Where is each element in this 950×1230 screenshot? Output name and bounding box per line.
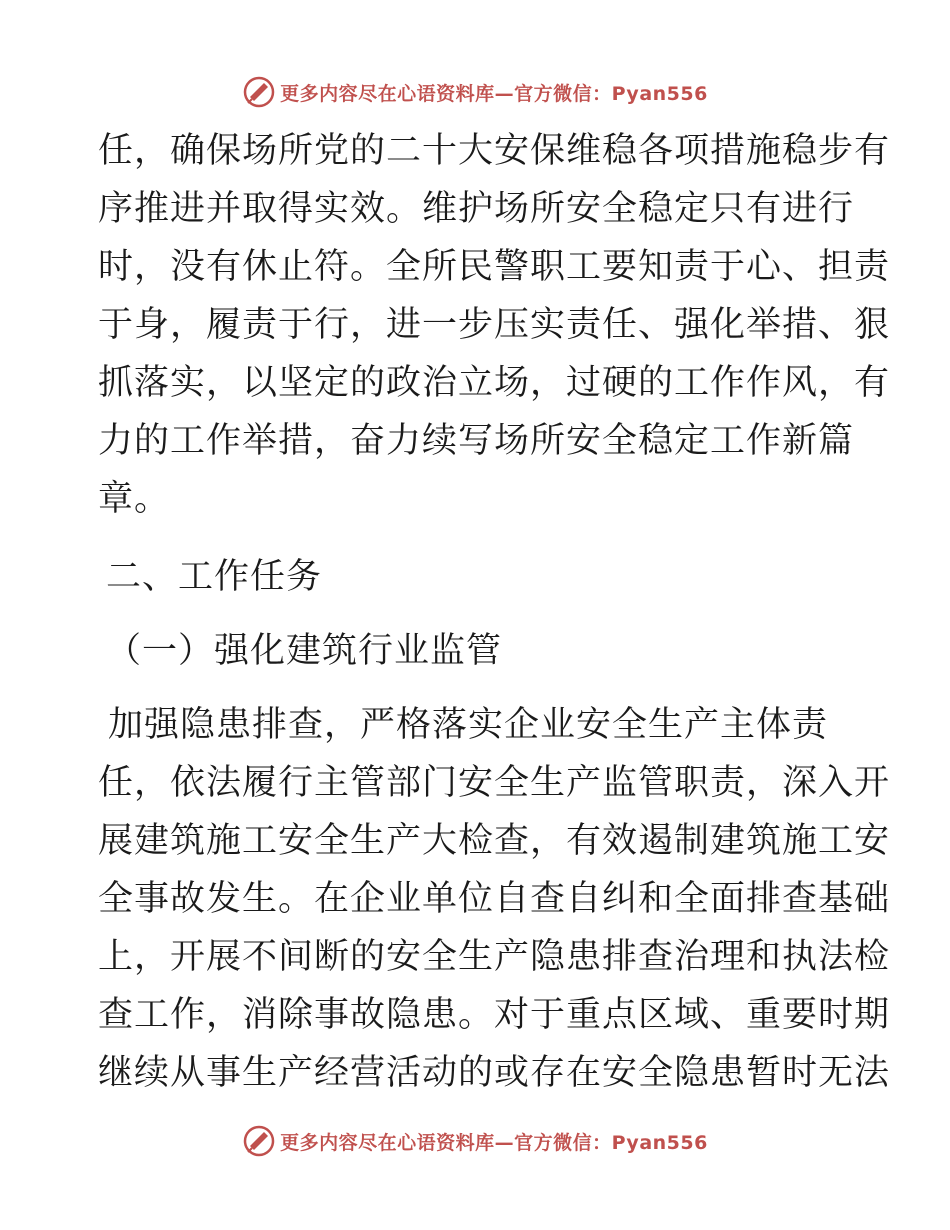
text-line: 序推进并取得实效。维护场所安全稳定只有进行 xyxy=(98,189,855,229)
text-line: 任，确保场所党的二十大安保维稳各项措施稳步有 xyxy=(98,131,891,171)
text-line: 于身，履责于行，进一步压实责任、强化举措、狠 xyxy=(98,305,891,345)
text-line: 加强隐患排查，严格落实企业安全生产主体责 xyxy=(108,705,829,745)
text-line: 抓落实，以坚定的政治立场，过硬的工作作风，有 xyxy=(98,363,891,403)
section-heading: 二、工作任务 xyxy=(106,557,323,597)
text-line: 全事故发生。在企业单位自查自纠和全面排查基础 xyxy=(98,879,891,919)
paragraph-2 xyxy=(98,696,891,1102)
text-line: 任，依法履行主管部门安全生产监管职责，深入开 xyxy=(98,763,891,803)
text-line: 继续从事生产经营活动的或存在安全隐患暂时无法 xyxy=(98,1053,891,1093)
logo-icon xyxy=(242,1124,276,1158)
subsection-heading: （一）强化建筑行业监管 xyxy=(106,631,503,671)
header-watermark-text: 更多内容尽在心语资料库—官方微信：Pyan556 xyxy=(280,82,708,105)
document-body xyxy=(98,122,891,1102)
footer-watermark xyxy=(0,1121,950,1161)
text-line: 时，没有休止符。全所民警职工要知责于心、担责 xyxy=(98,247,891,287)
text-line: 章。 xyxy=(98,479,171,519)
logo-icon xyxy=(242,75,276,109)
paragraph-1 xyxy=(98,122,891,528)
header-watermark xyxy=(0,72,950,112)
text-line: 力的工作举措，奋力续写场所安全稳定工作新篇 xyxy=(98,421,855,461)
text-line: 查工作，消除事故隐患。对于重点区域、重要时期 xyxy=(98,995,891,1035)
text-line: 上，开展不间断的安全生产隐患排查治理和执法检 xyxy=(98,937,891,977)
footer-watermark-text: 更多内容尽在心语资料库—官方微信：Pyan556 xyxy=(280,1131,708,1154)
text-line: 展建筑施工安全生产大检查，有效遏制建筑施工安 xyxy=(98,821,891,861)
